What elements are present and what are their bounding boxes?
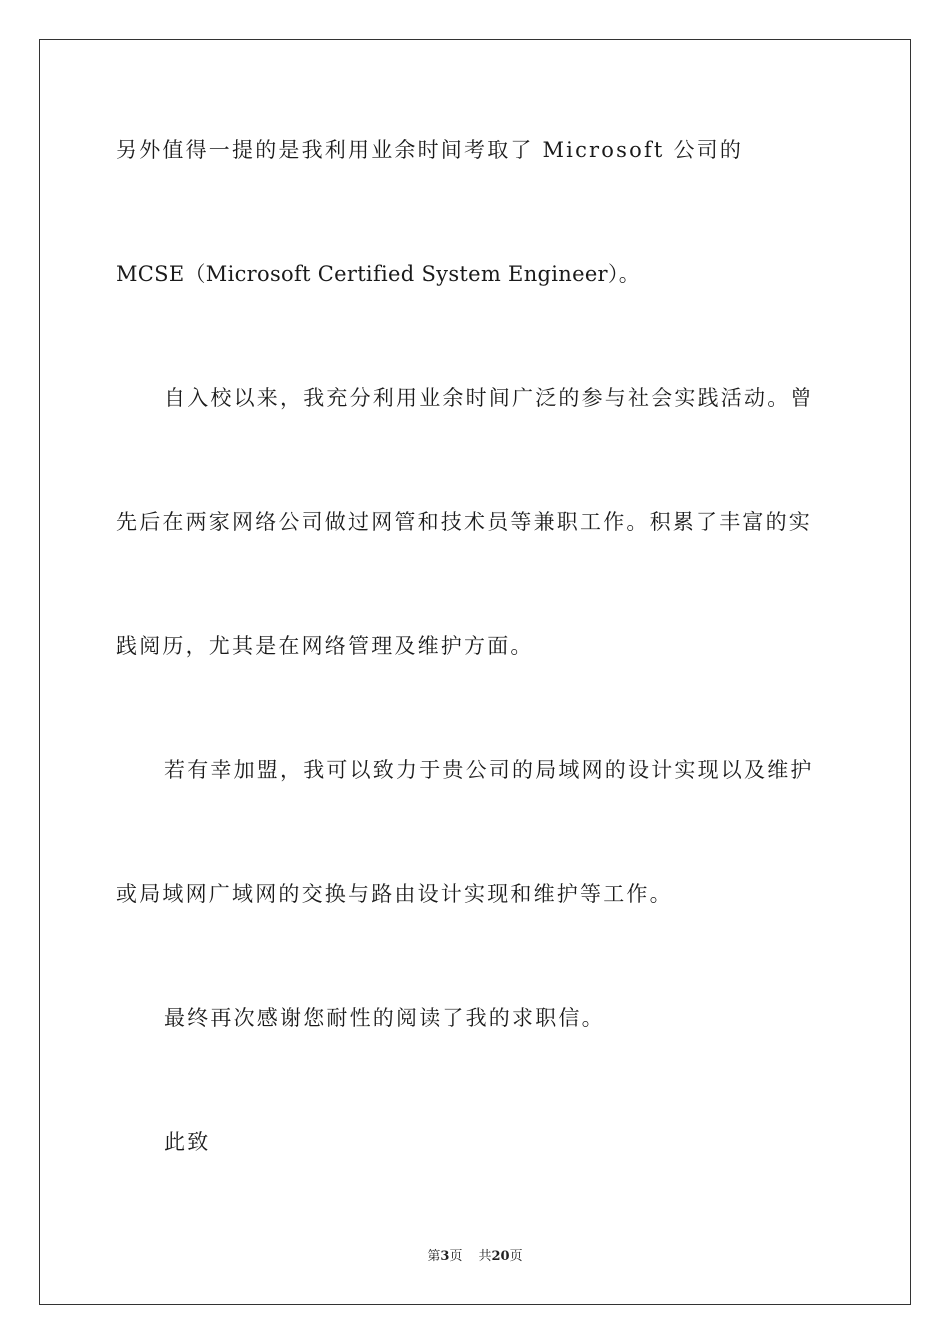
body-line-1: 另外值得一提的是我利用业余时间考取了 Microsoft 公司的 — [116, 138, 744, 162]
body-line-4: 先后在两家网络公司做过网管和技术员等兼职工作。积累了丰富的实 — [116, 510, 812, 534]
closing-salutation: 此致 — [164, 1130, 211, 1154]
total-prefix: 共 — [478, 1249, 492, 1264]
body-line-5: 践阅历，尤其是在网络管理及维护方面。 — [116, 634, 534, 658]
page-footer — [0, 1248, 950, 1266]
body-line-6: 若有幸加盟，我可以致力于贵公司的局域网的设计实现以及维护 — [164, 758, 814, 782]
body-line-3: 自入校以来，我充分利用业余时间广泛的参与社会实践活动。曾 — [164, 386, 814, 410]
page-prefix: 第 — [427, 1249, 441, 1264]
body-line-2: MCSE（Microsoft Certified System Engineer）。 — [116, 262, 640, 286]
body-line-7: 或局域网广域网的交换与路由设计实现和维护等工作。 — [116, 882, 673, 906]
body-line-8: 最终再次感谢您耐性的阅读了我的求职信。 — [164, 1006, 605, 1030]
page-number: 3 — [440, 1249, 450, 1264]
page-border — [39, 39, 911, 1305]
page-suffix: 页 — [449, 1249, 463, 1264]
total-pages: 20 — [491, 1249, 510, 1264]
total-suffix: 页 — [509, 1249, 523, 1264]
